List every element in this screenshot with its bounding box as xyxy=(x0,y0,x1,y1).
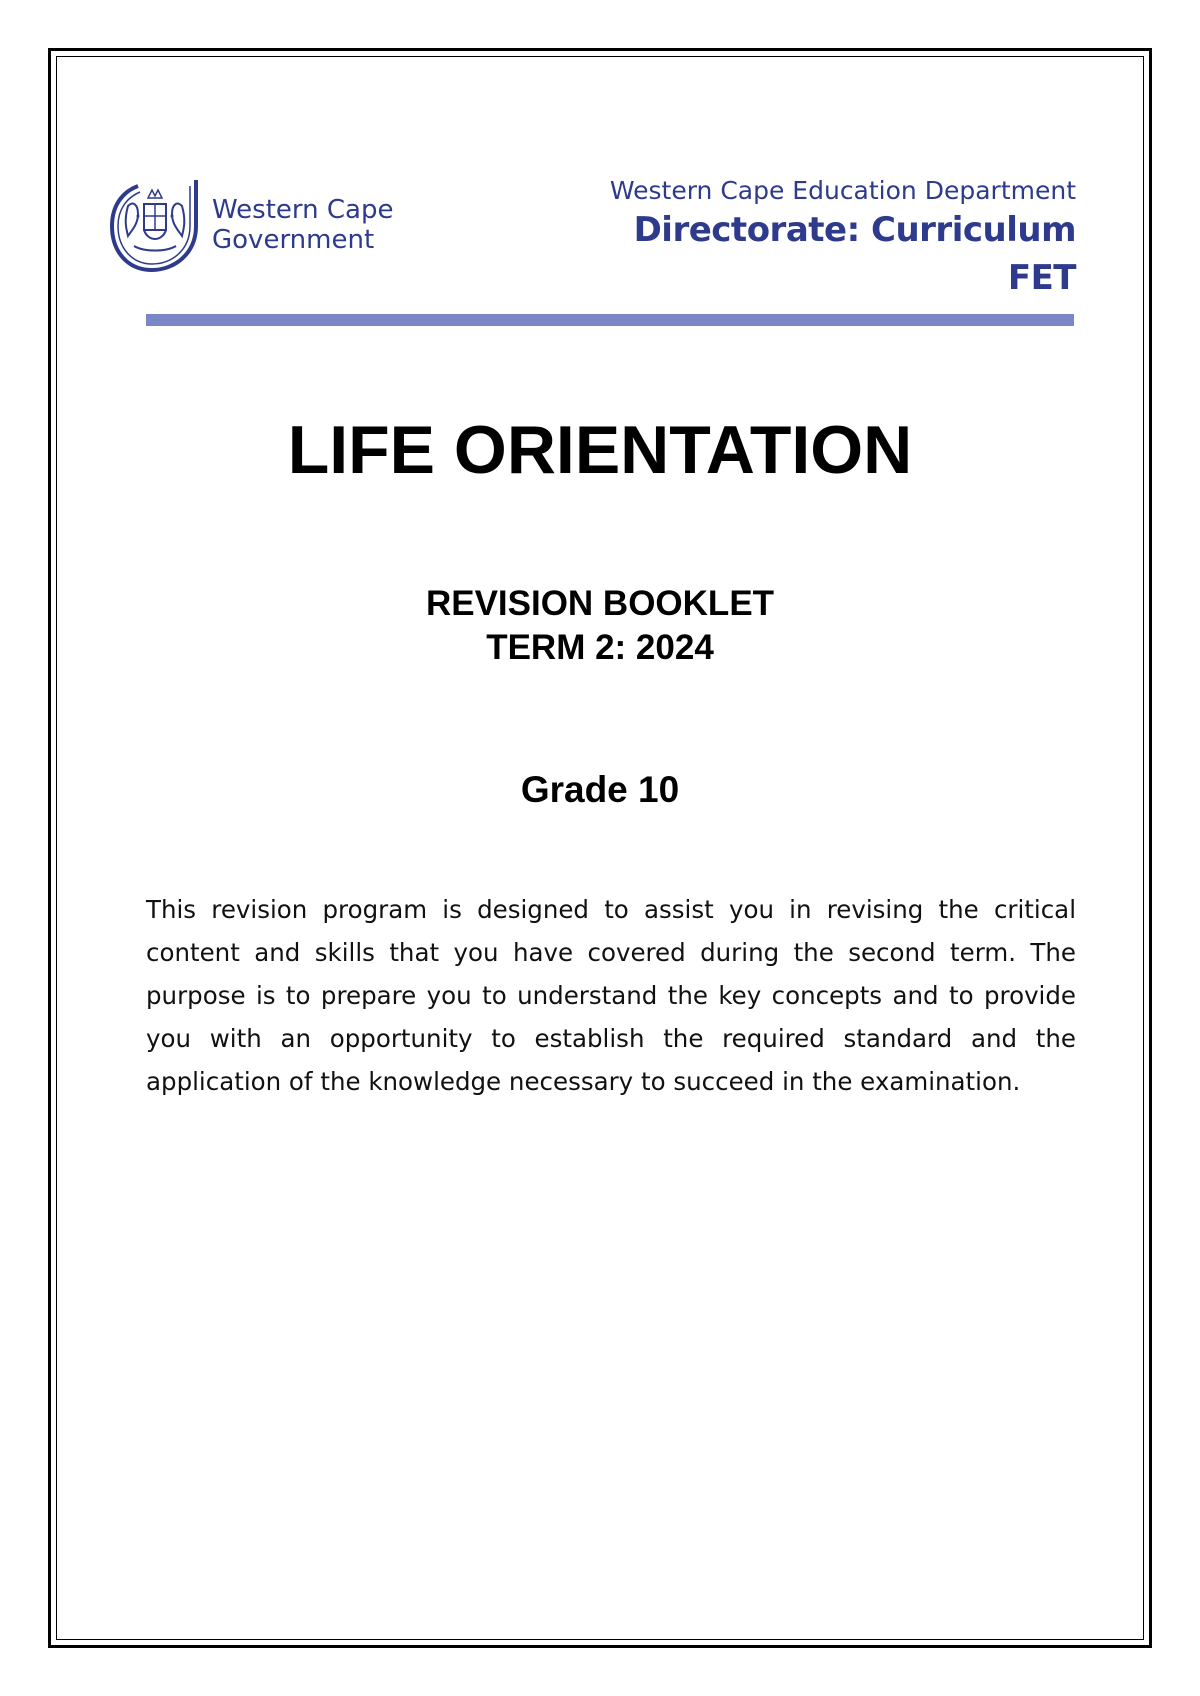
government-logo xyxy=(108,176,393,274)
government-logo-text xyxy=(212,195,393,255)
subtitle-line-2: TERM 2: 2024 xyxy=(486,628,714,667)
subtitle-line-1: REVISION BOOKLET xyxy=(425,584,775,623)
coat-of-arms-icon xyxy=(108,176,204,274)
intro-paragraph: This revision program is designed to assist you in revising the critical content and skills that you have covered during the second term. The purpose is to prepare you to understand the key concepts and to provide you with an opportunity to establish the required standard and the application of the knowledge necessary to succeed in the examination. xyxy=(146,895,1076,1096)
header-divider xyxy=(146,314,1074,326)
document-title: LIFE ORIENTATION xyxy=(287,412,913,488)
logo-line-1: Western Cape xyxy=(212,195,394,225)
grade-label: Grade 10 xyxy=(520,769,680,810)
department-name: Western Cape Education Department xyxy=(609,176,1076,205)
department-header xyxy=(556,176,1076,302)
logo-line-2: Government xyxy=(212,225,375,255)
document-subtitle xyxy=(0,582,1200,670)
directorate-name: Directorate: Curriculum FET xyxy=(633,210,1076,298)
